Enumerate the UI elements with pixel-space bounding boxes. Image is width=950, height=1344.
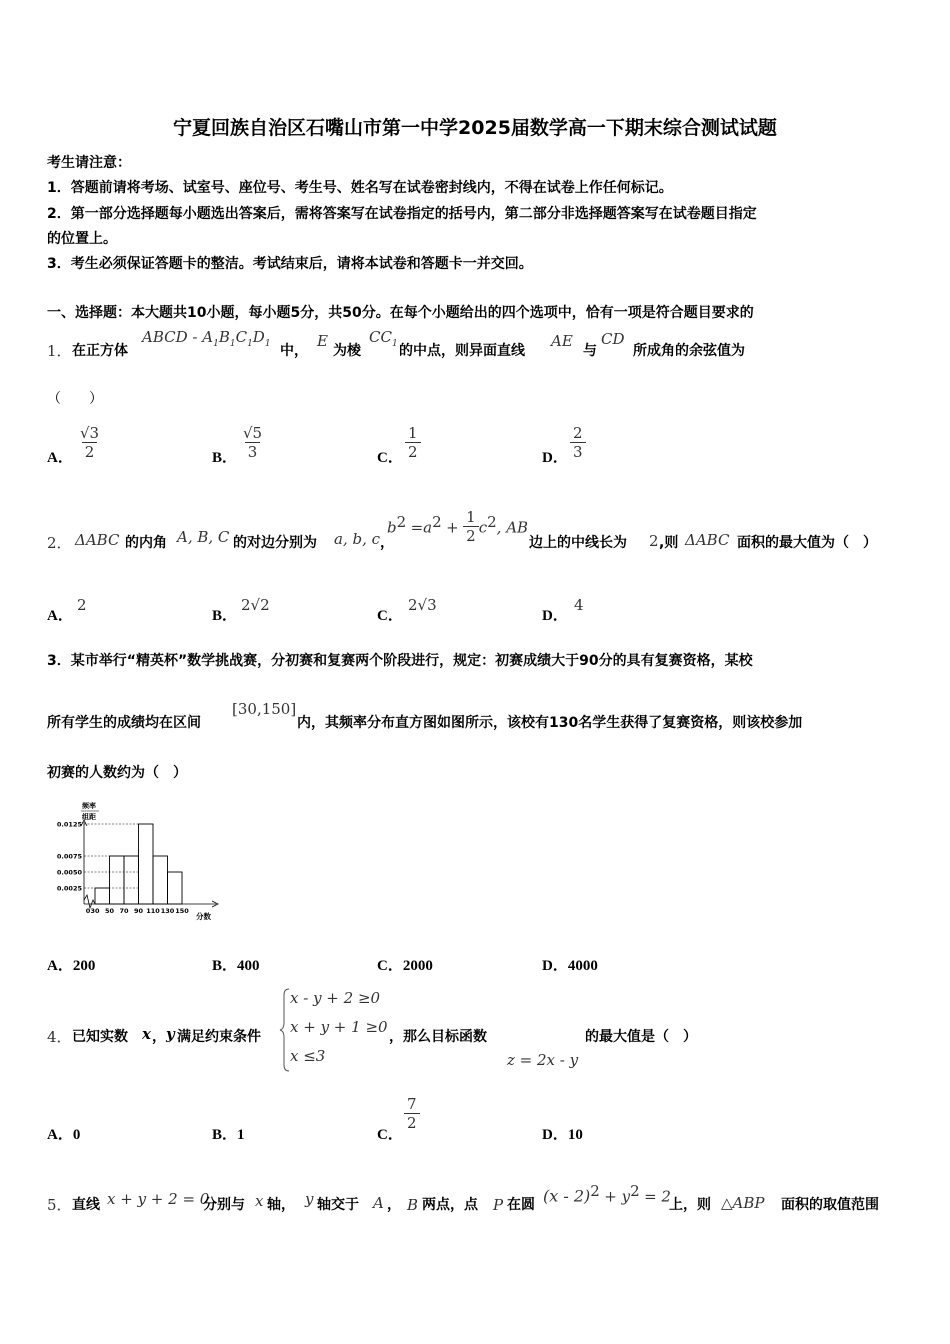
histogram-x-tick-label: 90 [133, 907, 144, 915]
q3-option-b[interactable]: B．400 [212, 958, 260, 974]
notice-heading: 考生请注意： [47, 155, 131, 171]
q5-text-5: ， [387, 1197, 401, 1213]
notice-item-2-cont: 的位置上。 [47, 231, 117, 247]
q5-text-1: 直线 [72, 1197, 100, 1213]
q5-text-7: 在圆 [507, 1197, 535, 1213]
histogram-ylabel-bottom: 组距 [82, 813, 96, 821]
notice-item-2: 2．第一部分选择题每小题选出答案后，需将答案写在试卷指定的括号内，第二部分非选择题答案写在试卷题目指定 [47, 206, 757, 222]
q4-option-b[interactable]: B．1 [212, 1127, 245, 1143]
q1-number: 1． [47, 342, 72, 360]
q4-comma: ， [152, 1029, 166, 1045]
histogram-bar [124, 856, 139, 904]
q3-line-3: 初赛的人数约为（ ） [47, 765, 187, 781]
histogram-y-tick-label: 0.0075 [56, 852, 82, 861]
q1-text: 在正方体 [72, 343, 128, 359]
q5-p: P [493, 1196, 504, 1214]
section-heading: 一、选择题：本大题共10小题，每小题5分，共50分。在每个小题给出的四个选项中，恰有一项是符合题目要求的 [47, 305, 754, 321]
question-2 [47, 508, 907, 557]
q4-constraint-2: x + y + 1 ≥0 [290, 1018, 388, 1036]
q1-point-e: E [317, 332, 328, 350]
q4-constraint-1: x - y + 2 ≥0 [290, 989, 381, 1007]
q4-objective: z = 2x - y [507, 1051, 579, 1069]
q4-var-y: y [166, 1025, 175, 1043]
q4-option-a[interactable]: A．0 [47, 1127, 81, 1143]
histogram-bar [153, 856, 168, 904]
q1-paren: （ ） [47, 391, 103, 407]
q1-text-4: 的中点，则异面直线 [399, 343, 525, 359]
q5-text-8: 上，则 [669, 1197, 711, 1213]
q1-text-3: 为棱 [333, 343, 361, 359]
histogram-bar [139, 824, 154, 904]
q2-number: 2． [47, 534, 72, 552]
q1-cube: ABCD - $A_1B_1C_1D_1$ [142, 328, 271, 349]
q1-text-6: 所成角的余弦值为 [633, 343, 745, 359]
q4-text-3: ，那么目标函数 [389, 1029, 487, 1045]
q1-text-5: 与 [583, 343, 597, 359]
q2-text-1: 的内角 [125, 535, 167, 551]
q2-text-6: 面积的最大值为（ ） [737, 535, 877, 551]
q2-triangle-2: ΔABC [685, 531, 730, 549]
q4-constraint-3: x ≤3 [290, 1047, 326, 1065]
histogram-bar [168, 872, 183, 904]
q5-number: 5． [47, 1196, 72, 1214]
q2-angles: A, B, C [177, 528, 230, 546]
q2-equation: $b^2 =a^2$ + $\frac{1}{2}$ $c^2$, AB [387, 508, 529, 545]
q2-text-3: ， [380, 535, 394, 551]
histogram-x-tick-label: 30 [90, 907, 100, 915]
q5-text-3: 轴， [267, 1197, 295, 1213]
q1-line-cd: CD [601, 330, 625, 348]
q5-y: y [305, 1190, 314, 1208]
q5-x: x [255, 1192, 264, 1210]
notice-item-1: 1．答题前请将考场、试室号、座位号、考生号、姓名写在试卷密封线内，不得在试卷上作任何标记。 [47, 180, 673, 196]
q3-option-d[interactable]: D．4000 [542, 958, 598, 974]
notice-item-3: 3．考生必须保证答题卡的整洁。考试结束后，请将本试卷和答题卡一并交回。 [47, 256, 533, 272]
q2-triangle: ΔABC [75, 531, 120, 549]
q5-b: B [407, 1196, 419, 1214]
histogram-x-label: 分数 [196, 912, 211, 921]
q5-a: A [373, 1194, 384, 1212]
histogram-x-tick-label: 70 [119, 907, 129, 915]
histogram-ylabel-top: 频率 [82, 802, 96, 810]
histogram-y-tick-label: 0.0025 [56, 884, 82, 893]
q1-line-ae: AE [551, 332, 573, 350]
histogram-x-tick-label: 0 [85, 907, 91, 915]
q2-sides: a, b, c [334, 530, 381, 548]
q3-interval: [30,150] [232, 700, 297, 718]
histogram-x-tick-label: 50 [104, 907, 115, 915]
q5-text-6: 两点，点 [422, 1197, 478, 1213]
q4-text-2: 满足约束条件 [177, 1029, 261, 1045]
q4-var-x: x [142, 1025, 151, 1043]
q2-median: 2 [649, 532, 659, 550]
q5-circle: $(x - 2)^2 + y^2 = 2$ [543, 1182, 671, 1206]
histogram-bar [110, 856, 125, 904]
histogram-y-tick-label: 0.0125 [56, 820, 82, 829]
q4-number: 4． [47, 1028, 72, 1046]
question-5 [47, 1180, 907, 1214]
q3-option-c[interactable]: C．2000 [377, 958, 433, 974]
q5-text-2: 分别与 [203, 1197, 245, 1213]
page-title: 宁夏回族自治区石嘴山市第一中学2025届数学高一下期末综合测试试题 [173, 117, 777, 139]
histogram-y-tick-label: 0.0050 [56, 868, 82, 877]
q3-option-a[interactable]: A．200 [47, 958, 96, 974]
histogram-x-tick-label: 150 [175, 907, 189, 915]
q1-edge: $CC_1$ [369, 328, 398, 349]
q2-text-5: ,则 [659, 535, 679, 551]
question-4 [47, 985, 747, 1075]
q5-line: x + y + 2 = 0 [107, 1190, 210, 1208]
q2-text-2: 的对边分别为 [233, 535, 317, 551]
q5-text-9: 面积的取值范围 [781, 1197, 879, 1213]
histogram-chart [44, 800, 234, 928]
histogram-x-tick-label: 130 [160, 907, 175, 915]
q1-text-2: 中， [280, 343, 308, 359]
q4-text-4: 的最大值是（ ） [585, 1029, 697, 1045]
q4-option-d[interactable]: D．10 [542, 1127, 583, 1143]
q4-text-1: 已知实数 [72, 1029, 128, 1045]
q5-triangle: △ABP [721, 1194, 765, 1212]
histogram-bar [95, 888, 110, 904]
q5-text-4: 轴交于 [317, 1197, 359, 1213]
histogram-x-tick-label: 110 [146, 907, 160, 915]
q2-text-4: 边上的中线长为 [529, 535, 627, 551]
q3-line-1: 3．某市举行“精英杯”数学挑战赛，分初赛和复赛两个阶段进行，规定：初赛成绩大于90分的具有复赛资格，某校 [47, 653, 753, 669]
